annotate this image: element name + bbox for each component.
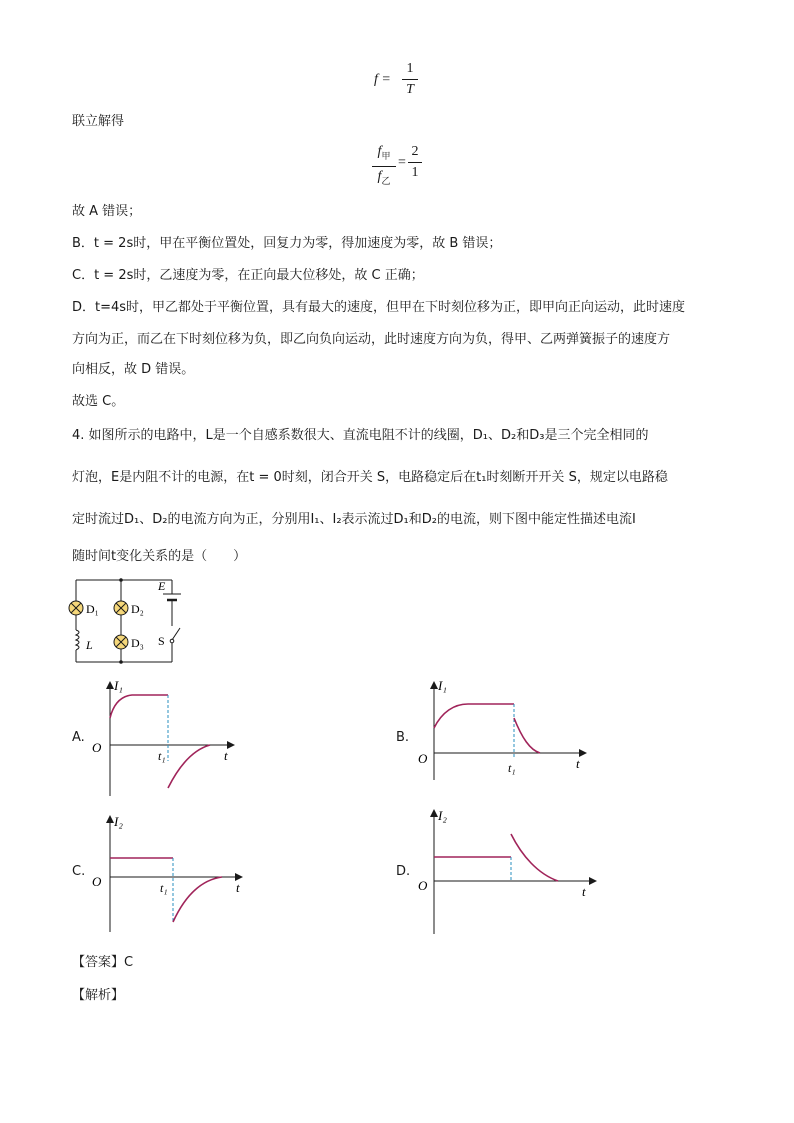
ratio-num-sub: 甲 — [381, 150, 391, 161]
graph-a — [88, 676, 248, 800]
q4-line2: 灯泡，E是内阻不计的电源，在t = 0时刻，闭合开关 S，电路稳定后在t₁时刻断开开关 S，规定以电路稳 — [72, 470, 668, 485]
graph-b-curve-rise — [434, 704, 514, 728]
option-c-key: C. — [72, 864, 86, 879]
line-d1: D．t=4s时，甲乙都处于平衡位置，具有最大的速度，但甲在下时刻位移为正，即甲向正向运动，此时速度 — [72, 300, 686, 315]
graph-b-curve-decay — [514, 718, 540, 753]
formula-f-num: 1 — [406, 61, 414, 76]
answer-label: 【答案】 — [72, 955, 125, 970]
label-d3: D₃ — [131, 636, 144, 650]
graph-b-xlabel: t — [576, 756, 580, 771]
choose-line: 故选 C。 — [72, 394, 125, 409]
graph-a-tick-t1: t₁ — [158, 749, 166, 763]
graph-d-origin: O — [418, 878, 428, 893]
graph-d-xlabel: t — [582, 884, 586, 899]
circuit-diagram — [62, 574, 202, 670]
formula-ratio-left — [372, 143, 396, 190]
ratio-num-var: f — [377, 144, 382, 159]
formula-f-fraction — [402, 60, 418, 99]
graph-c-origin: O — [92, 874, 102, 889]
graph-b-tick-t1: t₁ — [508, 761, 516, 775]
formula-f-den: T — [406, 82, 414, 97]
graph-a-curve-decay — [168, 745, 210, 788]
ratio-equals: = — [398, 155, 406, 170]
bulb-d3 — [114, 635, 128, 649]
formula-f-lhs: f = — [374, 72, 391, 87]
graph-a-curve-rise — [110, 695, 168, 718]
graph-b — [412, 676, 592, 786]
line-d2: 方向为正，而乙在下时刻位移为负，即乙向负向运动，此时速度方向为负，得甲、乙两弹簧振子的速度方 — [72, 332, 671, 347]
label-s: S — [158, 634, 165, 648]
graph-d-curve-decay — [511, 834, 558, 881]
graph-c-curve-decay — [173, 877, 222, 922]
graph-a-origin: O — [92, 740, 102, 755]
q4-line3: 定时流过D₁、D₂的电流方向为正，分别用I₁、I₂表示流过D₁和D₂的电流，则下图中能定性描述电流I — [72, 512, 636, 527]
graph-c-tick-t1: t₁ — [160, 881, 168, 895]
switch-blade — [172, 628, 180, 640]
graph-c — [88, 812, 248, 934]
line-c: C．t = 2s时，乙速度为零，在正向最大位移处，故 C 正确； — [72, 268, 424, 283]
graph-d-ylabel: I₂ — [438, 808, 447, 823]
bulb-d1 — [69, 601, 83, 615]
label-d1: D₁ — [86, 602, 99, 616]
q4-line1: 4. 如图所示的电路中，L是一个自感系数很大、直流电阻不计的线圈，D₁、D₂和D₃是三个完全相同的 — [72, 428, 649, 443]
bulb-d2 — [114, 601, 128, 615]
answer-line — [72, 951, 133, 970]
lianli-text: 联立解得 — [72, 114, 125, 129]
graph-b-ylabel: I₁ — [438, 678, 447, 693]
ratio-right-num: 2 — [411, 144, 419, 159]
label-e: E — [158, 579, 166, 593]
option-b-key: B. — [396, 730, 410, 745]
option-a-key: A. — [72, 730, 85, 745]
line-a: 故 A 错误； — [72, 204, 142, 219]
graph-a-ylabel: I₁ — [114, 678, 123, 693]
graph-c-ylabel: I₂ — [114, 814, 123, 829]
line-b: B．t = 2s时，甲在平衡位置处，回复力为零，得加速度为零，故 B 错误； — [72, 236, 502, 251]
line-d3: 向相反，故 D 错误。 — [72, 362, 195, 377]
analysis-label: 【解析】 — [72, 988, 125, 1003]
graph-b-origin: O — [418, 751, 428, 766]
ratio-den-sub: 乙 — [381, 175, 391, 186]
switch-contact — [170, 639, 174, 643]
formula-ratio-right — [408, 143, 422, 182]
ratio-den-var: f — [377, 168, 382, 184]
ratio-right-den: 1 — [411, 165, 419, 180]
option-d-key: D. — [396, 864, 411, 879]
label-d2: D₂ — [131, 602, 144, 616]
graph-a-xlabel: t — [224, 748, 228, 763]
label-l: L — [86, 638, 93, 652]
graph-c-xlabel: t — [236, 880, 240, 895]
answer-value: C — [124, 955, 134, 970]
graph-d — [412, 806, 598, 936]
q4-line4: 随时间t变化关系的是（ ） — [72, 549, 247, 564]
